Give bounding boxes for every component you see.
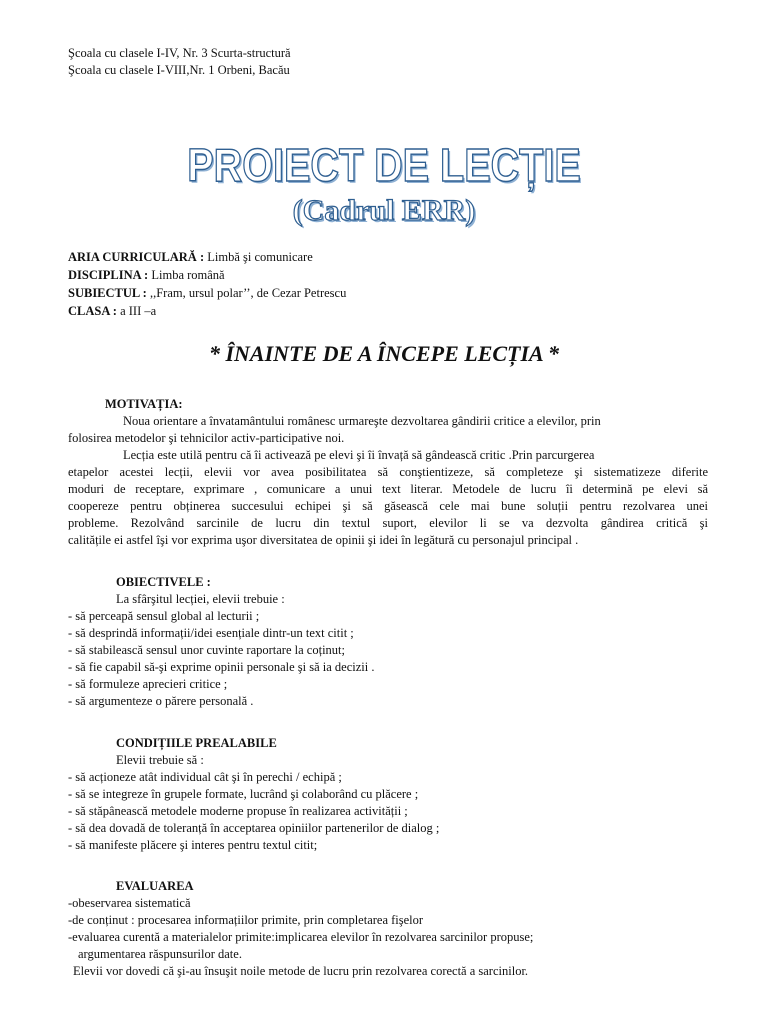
school-line-2: Şcoala cu clasele I-VIII,Nr. 1 Orbeni, Bacău [68,63,290,77]
motivatia-p2-line: moduri de receptare, exprimare , comunicare a unui text literar. Metodele de lucru îi determină pe elevi să [68,482,708,496]
motivatia-p2-last: calitățile ei astfel îşi vor exprima uşor diversitatea de opinii şi idei în legătură cu personajul principal . [68,533,579,547]
motivatia-heading: MOTIVAȚIA: [105,397,183,411]
obiectivele-section [68,574,708,710]
obiectivele-item: - să fie capabil să-şi exprime opinii personale şi să ia decizii . [68,660,375,674]
motivatia-p2-first: Lecția este utilă pentru că îi activează pe elevi şi îi învață să gândească critic .Prin parcurgerea [123,448,595,462]
motivatia-p2-line: coopereze pentru obținerea succesului echipei şi să găsească cele mai bune soluții pentru rezolvarea unei [68,499,708,513]
motivatia-p2-line: etapelor acestei lecții, elevii vor avea posibilitatea să conştientizeze, să completeze şi sistematizeze diferite [68,465,708,479]
motivatia-section [68,396,708,549]
evaluarea-line-indented: argumentarea răspunsurilor date. [78,947,242,961]
meta-clasa [68,302,346,320]
conditii-section [68,735,708,854]
obiectivele-heading: OBIECTIVELE : [116,575,211,589]
meta-subiectul-label: SUBIECTUL : [68,286,147,300]
obiectivele-intro: La sfârşitul lecției, elevii trebuie : [116,592,285,606]
conditii-intro: Elevii trebuie să : [116,753,204,767]
evaluarea-closing: Elevii vor dovedi că şi-au însuşit noile metode de lucru prin rezolvarea corectă a sarcinilor. [73,964,529,978]
evaluarea-line: -obeservarea sistematică [68,896,191,910]
conditii-item: - să se integreze în grupele formate, lucrând şi colaborând cu plăcere ; [68,787,419,801]
obiectivele-item: - să desprindă informații/idei esențiale dintr-un text citit ; [68,626,354,640]
evaluarea-section [68,878,708,980]
obiectivele-item: - să perceapă sensul global al lecturii ; [68,609,260,623]
meta-disciplina-value: Limba română [148,268,225,282]
conditii-item: - să acționeze atât individual cât şi în perechi / echipă ; [68,770,342,784]
meta-disciplina-label: DISCIPLINA : [68,268,149,282]
meta-subiectul-value: ,,Fram, ursul polar’’, de Cezar Petrescu [146,286,347,300]
section-heading: * ÎNAINTE DE A ÎNCEPE LECȚIA * [208,341,560,366]
evaluarea-line: -evaluarea curentă a materialelor primite:implicarea elevilor în rezolvarea sarcinilor propuse; [68,930,534,944]
meta-aria [68,248,346,266]
school-header [68,45,291,79]
obiectivele-item: - să argumenteze o părere personală . [68,694,254,708]
motivatia-p1-rest: folosirea metodelor şi tehnicilor activ-participative noi. [68,431,345,445]
obiectivele-item: - să stabilească sensul unor cuvinte raportare la coținut; [68,643,345,657]
obiectivele-item: - să formuleze aprecieri critice ; [68,677,228,691]
motivatia-p2-line: probleme. Rezolvând sarcinile de lucru din textul suport, elevilor li se va dezvolta gândirea critică şi [68,516,708,530]
meta-disciplina [68,266,346,284]
conditii-item: - să manifeste plăcere şi interes pentru textul citit; [68,838,318,852]
meta-clasa-label: CLASA : [68,304,117,318]
document-title: PROIECT DE LECȚIE [187,139,581,191]
meta-aria-label: ARIA CURRICULARĂ : [68,250,205,264]
meta-clasa-value: a III –a [116,304,157,318]
evaluarea-heading: EVALUAREA [116,879,194,893]
motivatia-p1-first: Noua orientare a învatamântului românesc urmareşte dezvoltarea gândirii critice a elevilor, prin [123,414,601,428]
lesson-meta [68,248,346,320]
meta-aria-value: Limbă şi comunicare [204,250,313,264]
school-line-1: Şcoala cu clasele I-IV, Nr. 3 Scurta-structură [68,46,291,60]
conditii-item: - să dea dovadă de toleranță în acceptarea opiniilor partenerilor de dialog ; [68,821,440,835]
meta-subiectul [68,284,346,302]
conditii-item: - să stăpânească metodele moderne propuse în realizarea activității ; [68,804,408,818]
document-subtitle: (Cadrul ERR) [292,194,476,227]
evaluarea-line: -de conținut : procesarea informațiilor primite, prin completarea fişelor [68,913,424,927]
conditii-heading: CONDIȚIILE PREALABILE [116,736,277,750]
